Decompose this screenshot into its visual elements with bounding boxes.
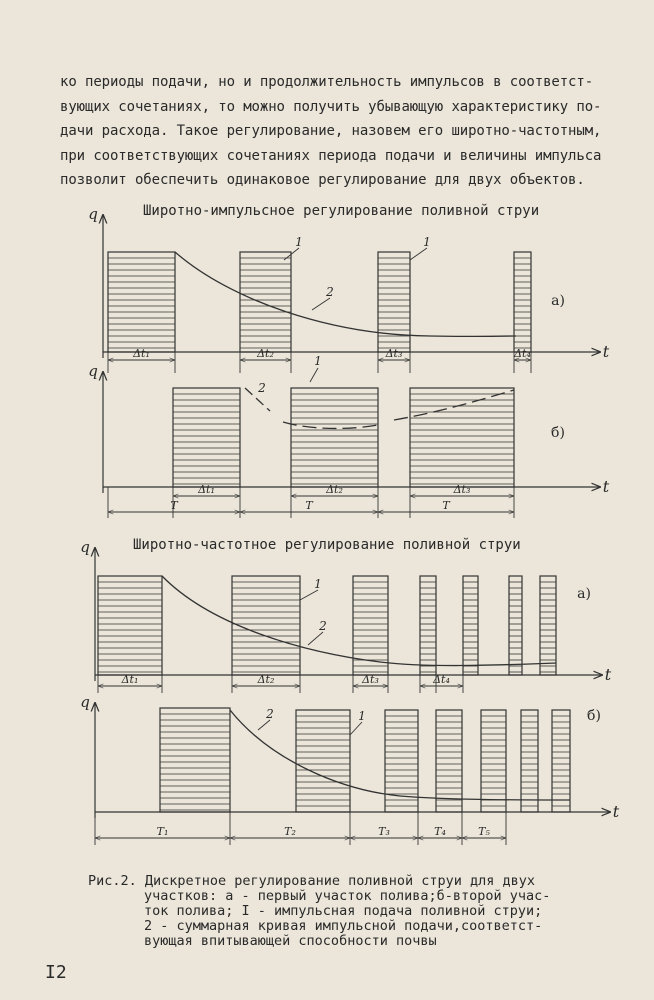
label-b: б) <box>551 425 565 441</box>
leader-line <box>350 722 362 735</box>
curve-label-1: 1 <box>295 235 303 249</box>
figure-title-top: Широтно-импульсное регулирование поливной струи <box>143 203 540 219</box>
impulse-bar-outline <box>296 710 350 812</box>
curve-label-1: 1 <box>314 577 322 591</box>
curve-label-1: 1 <box>358 709 366 723</box>
q-axis-label: q <box>80 693 90 711</box>
curve-label-1: 1 <box>314 354 322 368</box>
impulse-bar <box>509 576 522 675</box>
impulse-bar <box>552 710 570 812</box>
dimension-label: Δt₂ <box>326 483 343 496</box>
leader-line <box>312 298 330 310</box>
t-axis-label: t <box>602 342 610 361</box>
q-axis-label: q <box>88 205 98 223</box>
leader-line <box>300 590 318 600</box>
impulse-bar <box>463 576 478 675</box>
cumulative-curve <box>175 252 516 336</box>
impulse-bar <box>521 710 538 812</box>
caption-line: Рис.2. Дискретное регулирование поливной струи для двух <box>88 873 536 889</box>
cumulative-curve-dashed <box>394 390 514 420</box>
label-a: а) <box>577 586 591 602</box>
dimension-label: Δt₃ <box>362 673 379 686</box>
caption-line: 2 - суммарная кривая импульсной подачи,соответст- <box>144 918 543 934</box>
cumulative-curve-dashed <box>283 422 378 428</box>
leader-line <box>258 720 270 730</box>
curve-label-2: 2 <box>266 707 274 721</box>
caption-line: ток полива; I - импульсная подача поливной струи; <box>144 903 543 919</box>
dimension-label: Δt₄ <box>433 673 450 686</box>
dimension-label: T₁ <box>156 825 169 838</box>
dimension-label: Δt₁ <box>121 673 139 686</box>
impulse-bar <box>108 252 175 352</box>
page-number: I2 <box>45 962 67 983</box>
impulse-bar <box>378 252 410 352</box>
impulse-bar-outline <box>378 252 410 352</box>
caption-line: вующая впитывающей способности почвы <box>144 933 437 949</box>
leader-line <box>410 248 427 260</box>
impulse-bar-outline <box>521 710 538 812</box>
impulse-bar-outline <box>514 252 531 352</box>
impulse-bar <box>98 576 162 675</box>
dimension-label: Δt₃ <box>453 483 471 496</box>
dimension-label: Δt₄ <box>514 347 531 360</box>
paragraph-line: дачи расхода. Такое регулирование, назовем его широтно-частотным, <box>60 123 602 139</box>
label-b: б) <box>587 708 601 724</box>
dimension-label: Δt₂ <box>257 673 275 686</box>
impulse-bar-outline <box>481 710 506 812</box>
impulse-bar <box>514 252 531 352</box>
caption-line: участков: а - первый участок полива;б-второй учас- <box>144 888 551 904</box>
curve-label-2: 2 <box>258 381 266 395</box>
impulse-bar <box>240 252 291 352</box>
paragraph-line: ко периоды подачи, но и продолжительность импульсов в соответст- <box>60 74 594 90</box>
curve-label-2: 2 <box>319 619 327 633</box>
dimension-label: Δt₃ <box>385 347 403 360</box>
impulse-bar-outline <box>552 710 570 812</box>
leader-line <box>310 368 318 382</box>
impulse-bar <box>291 388 378 487</box>
paragraph-line: вующих сочетаниях, то можно получить убывающую характеристику по- <box>60 98 602 115</box>
dimension-label: Δt₁ <box>198 483 215 496</box>
impulse-bar <box>160 708 230 812</box>
impulse-bar-outline <box>108 252 175 352</box>
dimension-label: Δt₂ <box>257 347 274 360</box>
impulse-bar <box>540 576 556 675</box>
figure-caption <box>88 874 608 949</box>
dimension-label: T₂ <box>284 825 296 838</box>
impulse-bar-outline <box>160 708 230 812</box>
dimension-label: T <box>170 499 178 512</box>
impulse-bar-outline <box>436 710 462 812</box>
impulse-bar <box>173 388 240 487</box>
dimension-label: T <box>442 499 450 512</box>
cumulative-curve <box>162 576 556 666</box>
curve-label-1: 1 <box>423 235 431 249</box>
impulse-bar <box>420 576 436 675</box>
t-axis-label: t <box>612 802 620 821</box>
q-axis-label: q <box>88 362 98 380</box>
dimension-label: T₄ <box>434 825 446 838</box>
figure-title-bottom: Широтно-частотное регулирование поливной струи <box>133 537 521 553</box>
t-axis-label: t <box>604 665 612 684</box>
dimension-label: T₅ <box>478 825 490 838</box>
impulse-bar <box>436 710 462 812</box>
paragraph-line: позволит обеспечить одинаковое регулирование для двух объектов. <box>60 172 585 188</box>
impulse-bar <box>481 710 506 812</box>
cumulative-curve <box>230 710 570 800</box>
q-axis-label: q <box>80 538 90 556</box>
impulse-bar-outline <box>240 252 291 352</box>
impulse-bar <box>410 388 514 487</box>
label-a: а) <box>551 293 565 309</box>
curve-label-2: 2 <box>326 285 334 299</box>
impulse-bar <box>296 710 350 812</box>
t-axis-label: t <box>602 477 610 496</box>
leader-line <box>308 632 323 645</box>
dimension-label: T <box>305 499 313 512</box>
paragraph-line: при соответствующих сочетаниях периода подачи и величины импульса <box>60 147 602 164</box>
impulse-bar <box>232 576 300 675</box>
dimension-label: Δt₁ <box>133 347 150 360</box>
dimension-label: T₃ <box>378 825 390 838</box>
